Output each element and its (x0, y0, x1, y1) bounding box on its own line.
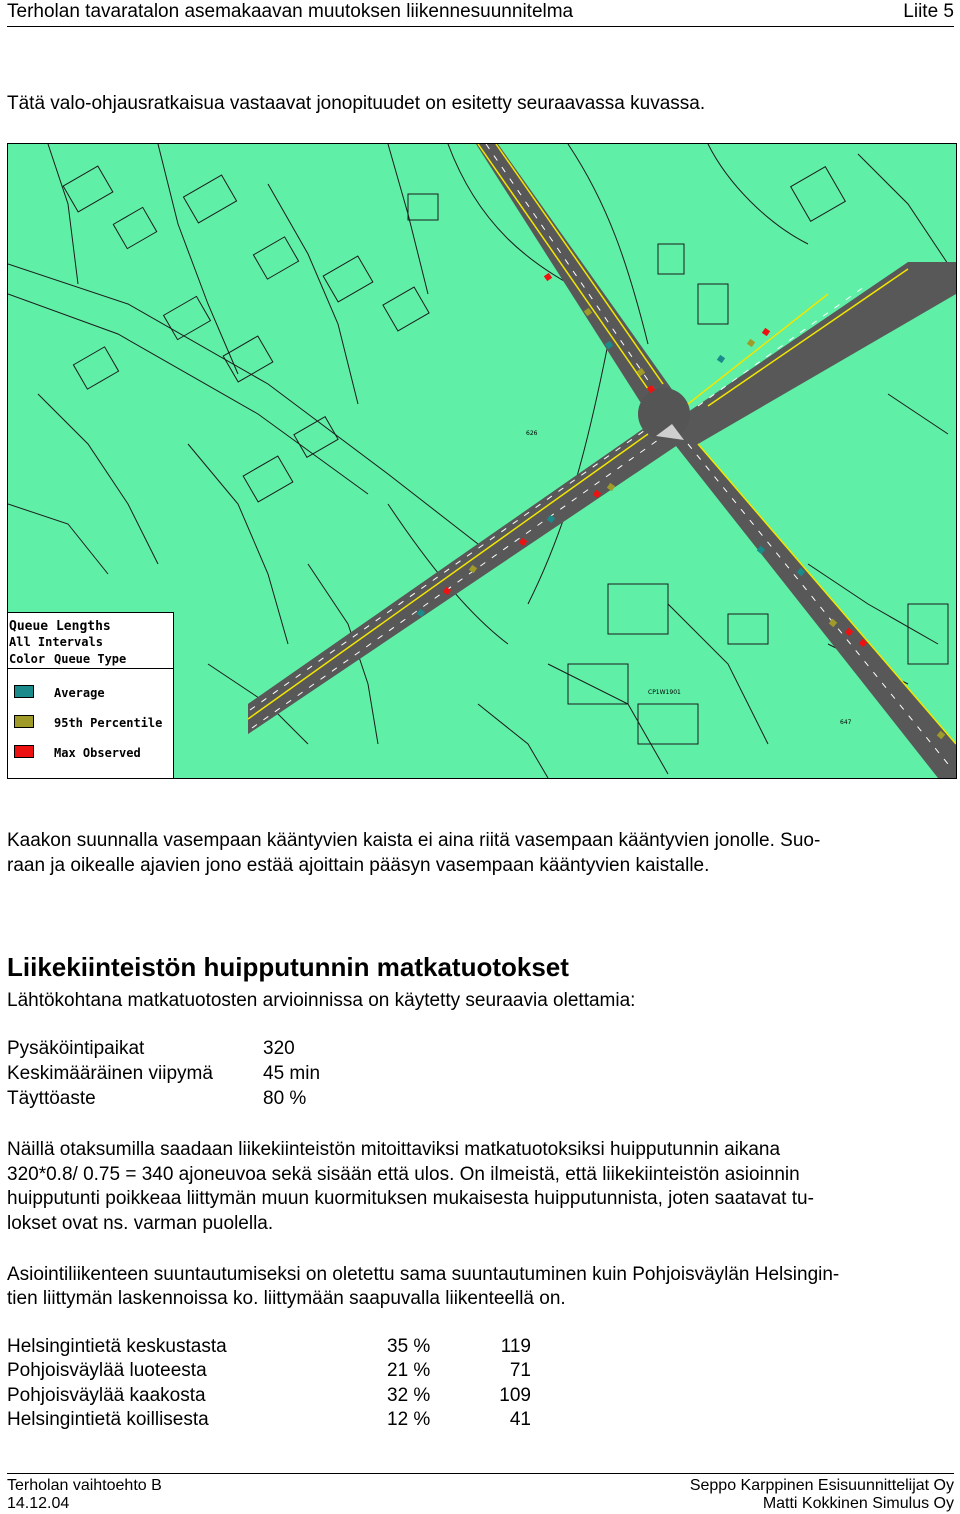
assumption-value: 320 (263, 1038, 295, 1059)
distribution-label: Pohjoisväylää kaakosta (7, 1385, 206, 1406)
distribution-label: Helsingintietä koillisesta (7, 1409, 209, 1430)
map-buildings (63, 166, 948, 744)
footer-left-1: Terholan vaihtoehto B (7, 1477, 162, 1494)
assumption-value: 45 min (263, 1063, 321, 1084)
lane-markings (250, 144, 948, 764)
legend-title: Queue Lengths (9, 619, 111, 634)
queue-length-map (7, 143, 957, 779)
appendix-label: Liite 5 (903, 1, 954, 22)
legend-swatch-max (14, 745, 34, 758)
assumption-label: Pysäköintipaikat (7, 1038, 145, 1059)
section-lead: Lähtökohtana matkatuotosten arvioinnissa on käytetty seuraavia olettamia: (7, 990, 636, 1011)
distribution-share: 32 % (387, 1385, 431, 1406)
distribution-label: Pohjoisväylää luoteesta (7, 1360, 207, 1381)
distribution-share: 21 % (387, 1360, 431, 1381)
para2-line-1: Asiointiliikenteen suuntautumiseksi on oletettu sama suuntautuminen kuin Pohjoisväylän Helsingin- (7, 1264, 840, 1285)
assumption-label: Keskimääräinen viipymä (7, 1063, 213, 1084)
map-note-line-2: raan ja oikealle ajavien jono estää ajoittain pääsyn vasempaan kääntyvien kaistalle. (7, 855, 710, 876)
assumption-value: 80 % (263, 1088, 307, 1109)
distribution-share: 12 % (387, 1409, 431, 1430)
legend-col-type: Queue Type (54, 652, 127, 666)
distribution-vehicles: 71 (509, 1360, 531, 1381)
legend-divider (8, 668, 173, 669)
distribution-label: Helsingintietä keskustasta (7, 1336, 227, 1357)
distribution-vehicles: 119 (500, 1336, 531, 1357)
distribution-share: 35 % (387, 1336, 431, 1357)
legend-swatch-average (14, 685, 34, 698)
distribution-vehicles: 109 (499, 1385, 531, 1406)
document-title: Terholan tavaratalon asemakaavan muutoksen liikennesuunnitelma (7, 1, 574, 22)
assumption-label: Täyttöaste (7, 1088, 96, 1109)
footer-right-2: Matti Kokkinen Simulus Oy (762, 1495, 954, 1512)
legend-label-max: Max Observed (54, 746, 141, 760)
para1-line-3: huipputunti poikkeaa liittymän muun kuormituksen mukaisesta huipputunnista, joten saatavat tu- (7, 1188, 814, 1209)
legend-col-color: Color (9, 652, 46, 666)
roads (248, 144, 956, 778)
section-heading: Liikekiinteistön huipputunnin matkatuotokset (7, 952, 569, 982)
map-label-center: 626 (526, 430, 538, 437)
para1-line-2: 320*0.8/ 0.75 = 340 ajoneuvoa sekä sisään että ulos. On ilmeistä, että liikekiinteistön asioinnin (7, 1164, 800, 1185)
legend-label-average: Average (54, 686, 105, 700)
intro-paragraph: Tätä valo-ohjausratkaisua vastaavat jonopituudet on esitetty seuraavassa kuvassa. (7, 93, 706, 114)
map-label-bottom-right: CP1W1901 (648, 689, 681, 696)
map-note-line-1: Kaakon suunnalla vasempaan kääntyvien kaista ei aina riitä vasempaan kääntyvien jonolle. Suo- (7, 830, 821, 851)
para1-line-1: Näillä otaksumilla saadaan liikekiinteistön mitoittaviksi matkatuotoksiksi huipputunnin aikana (7, 1139, 781, 1160)
page-footer (7, 1473, 954, 1512)
map-label-bottom-small: 647 (840, 719, 852, 726)
legend-label-95th: 95th Percentile (54, 716, 163, 730)
footer-right-1: Seppo Karppinen Esisuunnittelijat Oy (689, 1477, 954, 1494)
para2-line-2: tien liittymän laskennoissa ko. liittymään saapuvalla liikenteellä on. (7, 1288, 566, 1309)
legend-subtitle: All Intervals (9, 635, 103, 649)
page-header (7, 0, 954, 27)
para1-line-4: lokset ovat ns. varman puolella. (7, 1213, 274, 1234)
distribution-vehicles: 41 (509, 1409, 531, 1430)
legend-swatch-95th (14, 715, 34, 728)
queue-legend (8, 612, 174, 778)
footer-left-2: 14.12.04 (7, 1495, 70, 1512)
